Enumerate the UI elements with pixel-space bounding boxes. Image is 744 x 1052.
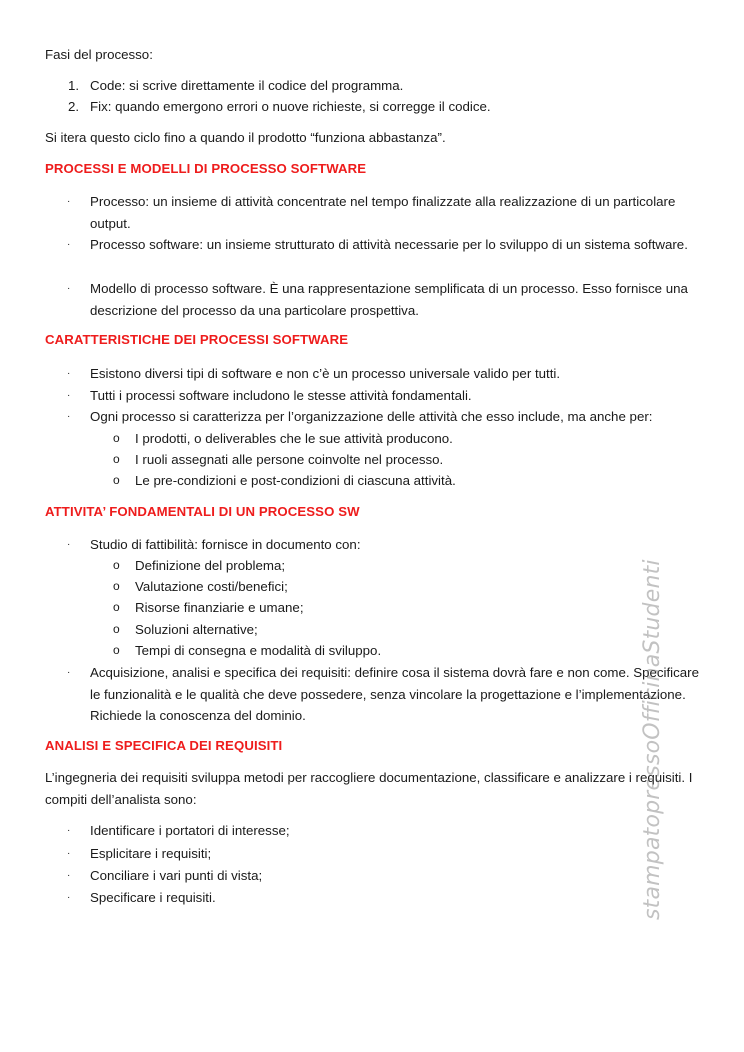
sub-list-item-text: I prodotti, o deliverables che le sue attività producono.	[135, 431, 453, 446]
list-item	[67, 662, 707, 727]
list-item-text: Processo software: un insieme strutturato di attività necessarie per lo sviluppo di un sistema software.	[90, 237, 688, 252]
section-heading: CARATTERISTICHE DEI PROCESSI SOFTWARE	[45, 332, 349, 347]
list-item-text: Identificare i portatori di interesse;	[90, 823, 290, 838]
circle-bullet-marker: o	[113, 579, 120, 593]
sub-list-item-text: Definizione del problema;	[135, 558, 286, 573]
number-marker: 1.	[68, 78, 80, 93]
list-item-text: Processo: un insieme di attività concentrate nel tempo finalizzate alla realizzazione di un particolare output.	[90, 194, 676, 231]
intro-closing: Si itera questo ciclo fino a quando il prodotto “funziona abbastanza”.	[45, 130, 446, 145]
list-item	[67, 843, 707, 865]
numbered-item-text: Fix: quando emergono errori o nuove richieste, si corregge il codice.	[90, 99, 491, 114]
section-heading: PROCESSI E MODELLI DI PROCESSO SOFTWARE	[45, 161, 367, 176]
sub-list-item	[113, 470, 693, 492]
numbered-item-text: Code: si scrive direttamente il codice del programma.	[90, 78, 404, 93]
sub-list-item-text: Risorse finanziarie e umane;	[135, 600, 304, 615]
list-item-text: Esplicitare i requisiti;	[90, 846, 212, 861]
sub-list-item	[113, 640, 693, 662]
bullet-marker: ·	[67, 196, 71, 207]
sub-list-item-text: Soluzioni alternative;	[135, 622, 258, 637]
sub-list-item	[113, 449, 693, 471]
section-heading: ANALISI E SPECIFICA DEI REQUISITI	[45, 738, 283, 753]
sub-list-item-text: Tempi di consegna e modalità di sviluppo.	[135, 643, 382, 658]
number-marker: 2.	[68, 99, 80, 114]
circle-bullet-marker: o	[113, 558, 120, 572]
sub-list-item-text: I ruoli assegnati alle persone coinvolte nel processo.	[135, 452, 444, 467]
bullet-marker: ·	[67, 870, 71, 881]
list-item	[67, 820, 707, 842]
bullet-marker: ·	[67, 411, 71, 422]
list-item-text: Modello di processo software. È una rappresentazione semplificata di un processo. Esso fornisce una descrizione del processo da una particolare prospettiva.	[90, 281, 688, 318]
intro-label: Fasi del processo:	[45, 47, 153, 62]
sub-list-item	[113, 619, 693, 641]
bullet-marker: ·	[67, 892, 71, 903]
sub-list-item	[113, 597, 693, 619]
circle-bullet-marker: o	[113, 452, 120, 466]
list-item-text: Acquisizione, analisi e specifica dei requisiti: definire cosa il sistema dovrà fare e non come. Specificare le funzionalità e le qualità che deve possedere, senza vincolare la progettazione e l’implementazione. Richiede la conoscenza del dominio.	[90, 665, 700, 723]
list-item-text: Specificare i requisiti.	[90, 890, 216, 905]
sub-list-item	[113, 555, 693, 577]
sub-list-item	[113, 428, 693, 450]
section-heading: ATTIVITA’ FONDAMENTALI DI UN PROCESSO SW	[45, 504, 360, 519]
list-item	[67, 887, 707, 909]
bullet-marker: ·	[67, 239, 71, 250]
circle-bullet-marker: o	[113, 473, 120, 487]
list-item-text: Conciliare i vari punti di vista;	[90, 868, 263, 883]
list-item	[67, 406, 707, 428]
bullet-marker: ·	[67, 390, 71, 401]
sub-list-item-text: Valutazione costi/benefici;	[135, 579, 288, 594]
list-item	[67, 385, 707, 407]
bullet-marker: ·	[67, 825, 71, 836]
list-item	[67, 363, 707, 385]
sub-list-item-text: Le pre-condizioni e post-condizioni di ciascuna attività.	[135, 473, 456, 488]
numbered-item	[68, 75, 708, 97]
list-item-text: Tutti i processi software includono le stesse attività fondamentali.	[90, 388, 472, 403]
bullet-marker: ·	[67, 848, 71, 859]
bullet-marker: ·	[67, 667, 71, 678]
circle-bullet-marker: o	[113, 600, 120, 614]
list-item	[67, 234, 707, 256]
circle-bullet-marker: o	[113, 622, 120, 636]
bullet-marker: ·	[67, 283, 71, 294]
circle-bullet-marker: o	[113, 431, 120, 445]
list-item-text: Ogni processo si caratterizza per l’organizzazione delle attività che esso include, ma anche per:	[90, 409, 653, 424]
bullet-marker: ·	[67, 539, 71, 550]
list-item	[67, 191, 707, 234]
section-paragraph: L’ingegneria dei requisiti sviluppa metodi per raccogliere documentazione, classificare e analizzare i requisiti. I compiti dell’analista sono:	[45, 770, 693, 807]
bullet-marker: ·	[67, 368, 71, 379]
sub-list-item	[113, 576, 693, 598]
list-item	[67, 865, 707, 887]
list-item	[67, 534, 707, 556]
list-item	[67, 278, 707, 321]
list-item-text: Studio di fattibilità: fornisce in documento con:	[90, 537, 361, 552]
circle-bullet-marker: o	[113, 643, 120, 657]
numbered-item	[68, 96, 708, 118]
list-item-text: Esistono diversi tipi di software e non c’è un processo universale valido per tutti.	[90, 366, 561, 381]
watermark: stampatopressoOfficinaStudenti	[640, 559, 665, 920]
